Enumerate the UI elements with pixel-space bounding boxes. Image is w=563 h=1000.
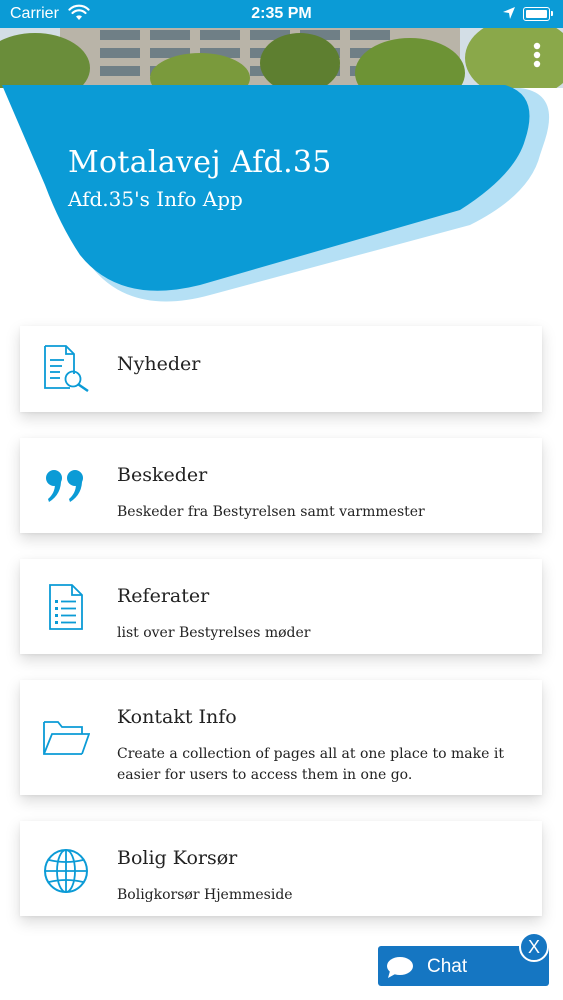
page-title: Motalavej Afd.35 bbox=[68, 145, 332, 180]
menu-item-description: Create a collection of pages all at one place to make it easier for users to access them in one go. bbox=[117, 746, 504, 783]
battery-icon bbox=[523, 7, 550, 21]
menu-item-description: Boligkorsør Hjemmeside bbox=[117, 887, 293, 903]
globe-icon bbox=[42, 847, 90, 895]
menu-item-description: Beskeder fra Bestyrelsen samt varmmester bbox=[117, 504, 425, 520]
chat-close-button[interactable]: X bbox=[519, 932, 549, 962]
building-photo bbox=[0, 28, 563, 88]
menu-item-title: Bolig Korsør bbox=[117, 847, 238, 869]
more-options-icon[interactable] bbox=[530, 42, 544, 70]
menu-item-title: Nyheder bbox=[117, 353, 201, 375]
document-icon bbox=[42, 583, 90, 631]
menu-item-nyheder[interactable] bbox=[20, 326, 542, 412]
menu-item-kontakt-info[interactable] bbox=[20, 680, 542, 795]
menu-item-title: Referater bbox=[117, 585, 210, 607]
page-subtitle: Afd.35's Info App bbox=[68, 187, 243, 211]
clock: 2:35 PM bbox=[251, 5, 312, 22]
menu-item-title: Kontakt Info bbox=[117, 706, 237, 728]
menu-item-referater[interactable] bbox=[20, 559, 542, 654]
menu-item-description: list over Bestyrelses møder bbox=[117, 625, 311, 641]
menu-item-bolig-korsor[interactable] bbox=[20, 821, 542, 916]
carrier-label: Carrier bbox=[10, 5, 59, 22]
header-photo bbox=[0, 28, 563, 88]
status-bar bbox=[0, 0, 563, 28]
quote-icon bbox=[42, 464, 90, 512]
menu-item-beskeder[interactable] bbox=[20, 438, 542, 533]
header-shape bbox=[0, 85, 563, 345]
menu-item-title: Beskeder bbox=[117, 464, 208, 486]
folder-icon bbox=[42, 712, 90, 760]
location-arrow-icon bbox=[502, 6, 516, 20]
news-search-icon bbox=[42, 344, 90, 392]
chat-bubble-icon bbox=[386, 955, 414, 979]
chat-label: Chat bbox=[427, 956, 468, 977]
